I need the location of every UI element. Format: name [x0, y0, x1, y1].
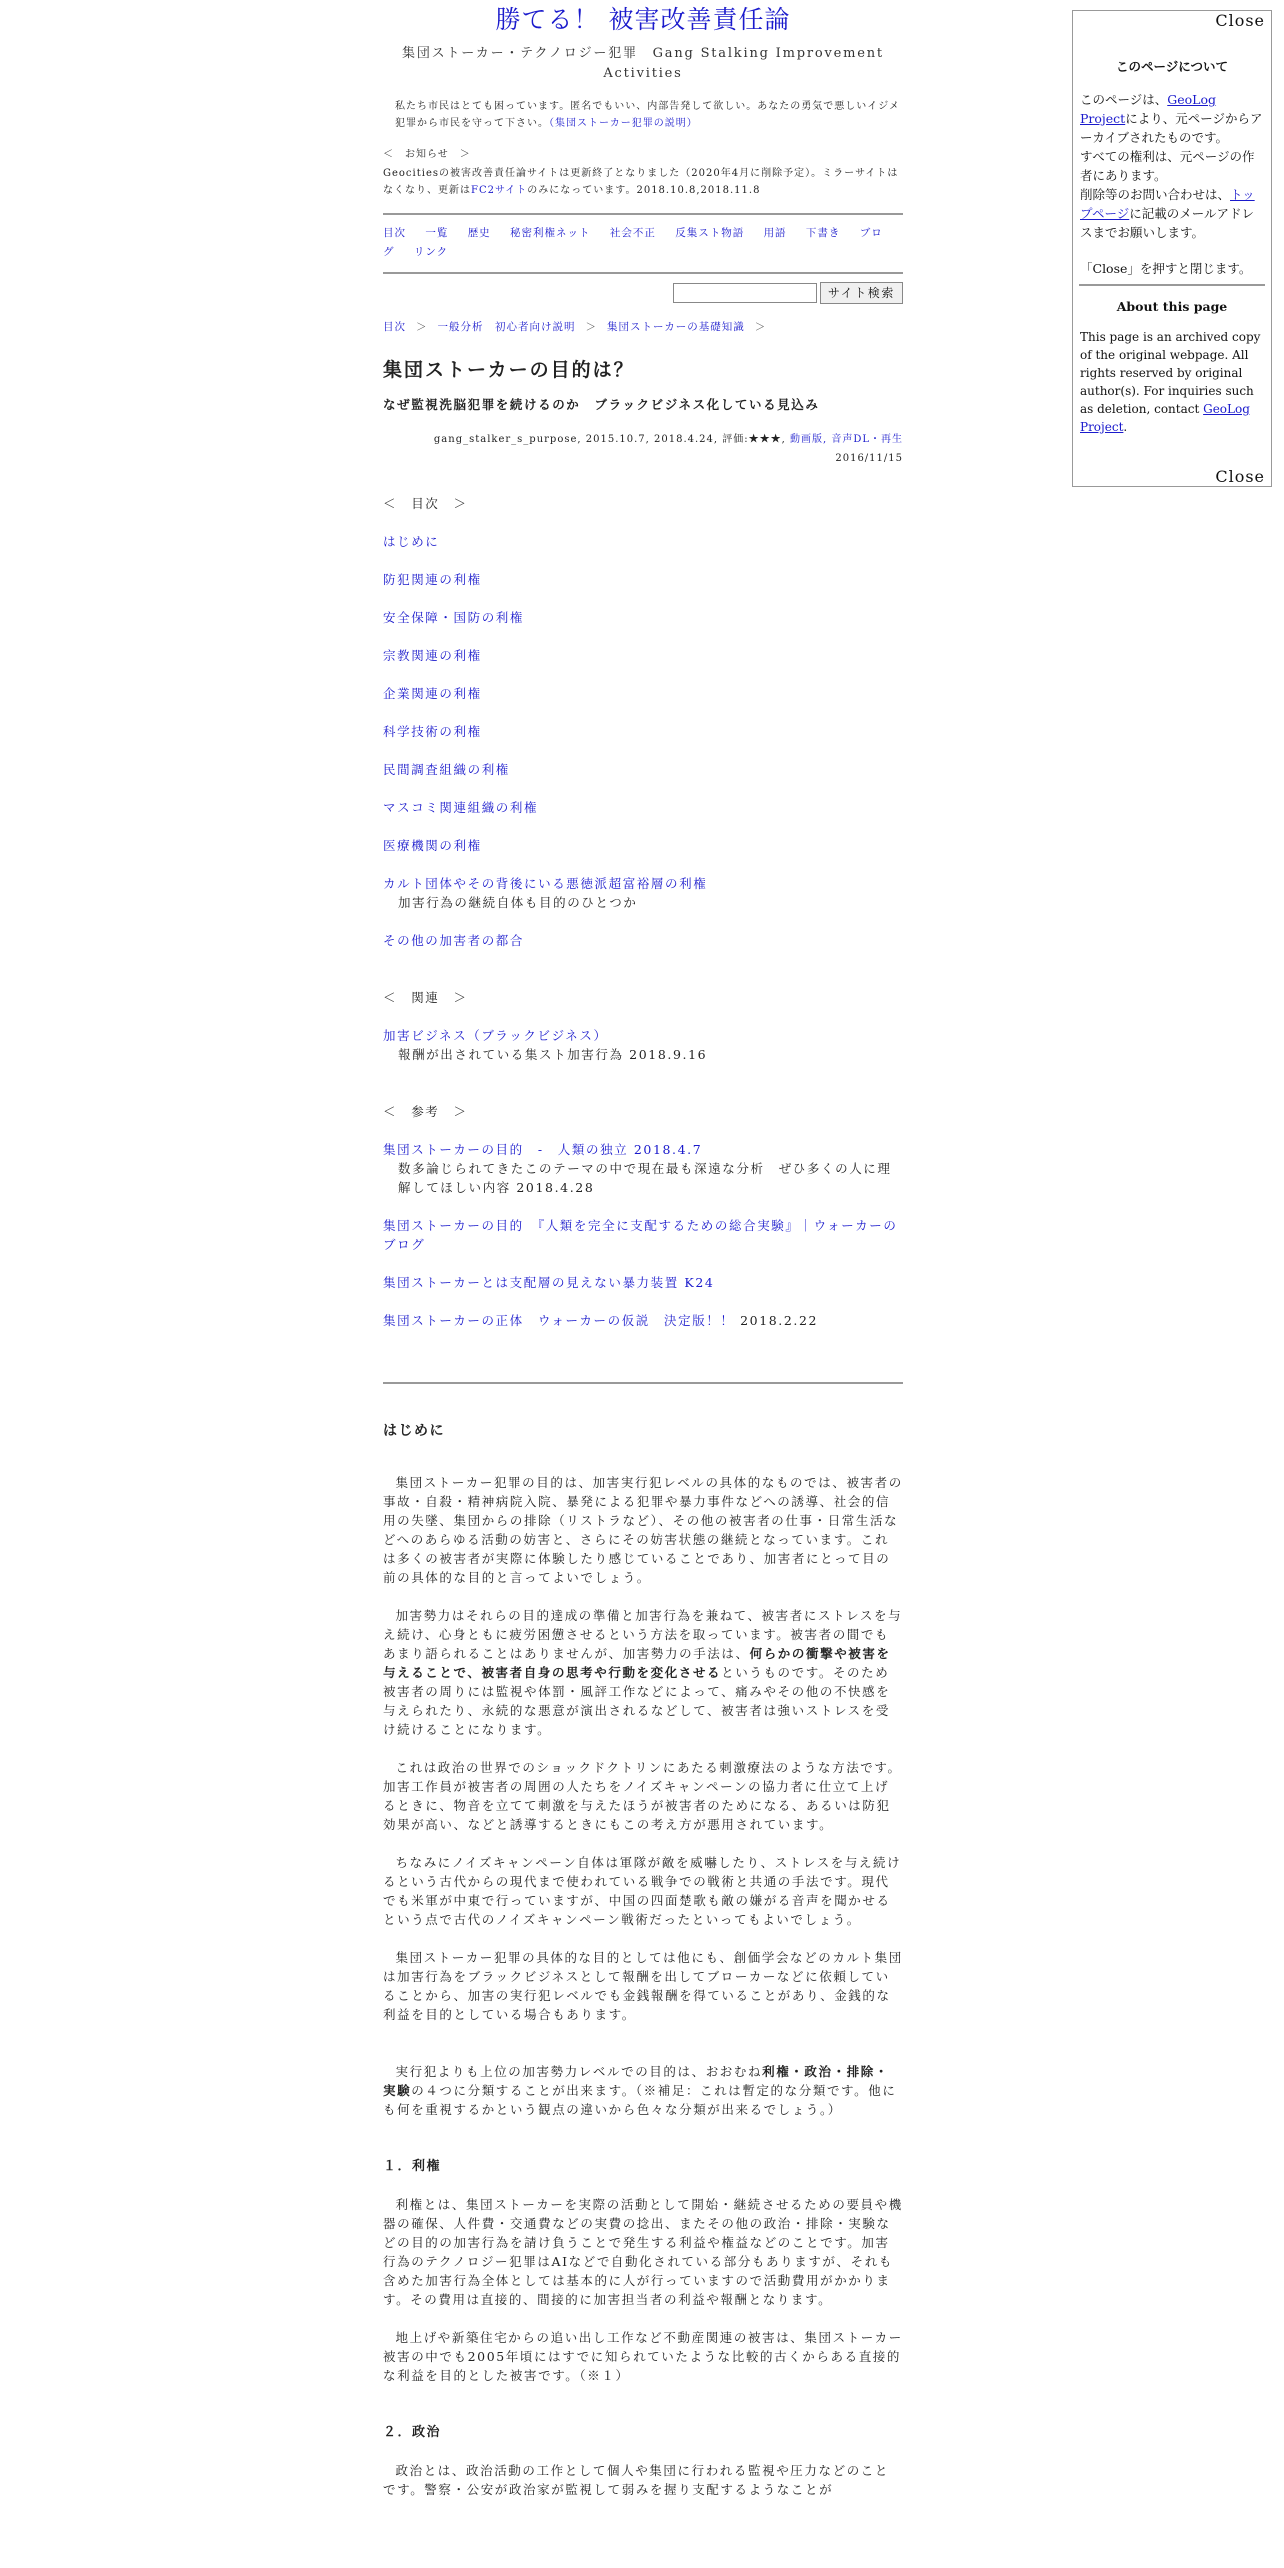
refs-heading: ＜ 参考 ＞: [383, 1104, 468, 1119]
toc-item: [383, 931, 903, 950]
intro-body: 私たち市民はとても困っています。匿名でもいい、内部告発して欲しい。あなたの勇気で悪しいイジメ犯罪から市民を守って下さい。: [395, 101, 900, 129]
nav-link-social-injustice[interactable]: 社会不正: [609, 227, 656, 239]
geolog-link-en[interactable]: GeoLog Project: [1080, 402, 1250, 434]
toc-link[interactable]: カルト団体やその背後にいる悪徳派超富裕層の利権: [383, 876, 708, 891]
heading-politics: ２．政治: [383, 2425, 442, 2440]
paragraph: 利権とは、集団ストーカーを実際の活動として開始・継続させるための要員や機器の確保、人件費・交通費などの実費の捻出、またその他の政治・排除・実験などの目的の加害行為を請け負うことで発生する利益や権益などのことです。加害行為のテクノロジー犯罪はAIなどで自動化されている部分もありますが、それも含めた加害行為全体としては基本的に人が行っていますので活動費用がかかります。その費用は直接的、間接的に加害担当者の利益や報酬となります。: [383, 2197, 903, 2307]
meta-text: gang_stalker_s_purpose, 2015.10.7, 2018.4.24, 評価:★★★,: [433, 434, 786, 445]
paragraph: 地上げや新築住宅からの追い出し工作など不動産関連の被害は、集団ストーカー被害の中でも2005年頃にはすでに知られていたような比較的古くからある直接的な利益を目的とした被害です。（※１）: [383, 2330, 903, 2383]
toc-link[interactable]: 安全保障・国防の利権: [383, 610, 525, 625]
paragraph: 実行犯よりも上位の加害勢力レベルでの目的は、おおむね利権・政治・排除・実験の４つに分類することが出来ます。（※補足：これは暫定的な分類です。他にも何を重視するかという観点の違いから色々な分類が出来るでしょう。）: [383, 2064, 897, 2117]
toc-item: [383, 532, 903, 551]
site-title[interactable]: 勝てる！ 被害改善責任論: [495, 5, 791, 34]
related-note: 報酬が出されている集スト加害行為 2018.9.16: [398, 1047, 708, 1062]
meta-media-link[interactable]: 動画版, 音声DL・再生: [789, 434, 903, 445]
toc-list: [383, 532, 903, 950]
toc-link[interactable]: 企業関連の利権: [383, 686, 482, 701]
meta-date: 2016/11/15: [835, 453, 903, 464]
breadcrumb-sep: ＞: [416, 321, 428, 333]
top-page-link[interactable]: トップページ: [1080, 187, 1255, 221]
close-button-bottom[interactable]: Close: [1215, 467, 1265, 486]
geolog-link[interactable]: GeoLog Project: [1080, 92, 1217, 126]
toc-link[interactable]: 医療機関の利権: [383, 838, 482, 853]
intro-link[interactable]: （集団ストーカー犯罪の説明）: [549, 118, 698, 129]
toc-item: [383, 874, 903, 912]
nav-link-contents[interactable]: 目次: [383, 227, 406, 239]
nav-link-blog[interactable]: ブログ: [383, 227, 883, 258]
paragraph: ちなみにノイズキャンペーン自体は軍隊が敵を威嚇したり、ストレスを与え続けるという古代からの現代まで使われている戦争での戦術と共通の手法です。現代でも米軍が中東で行っていますが、中国の四面楚歌も敵の嫌がる音声を聞かせるという点で古代のノイズキャンペーン戦術だったといってもよいでしょう。: [383, 1855, 902, 1927]
toc-link[interactable]: 科学技術の利権: [383, 724, 482, 739]
heading-intro: はじめに: [383, 1423, 445, 1439]
toc-link[interactable]: 防犯関連の利権: [383, 572, 482, 587]
panel-divider: [1079, 284, 1265, 286]
paragraph: 集団ストーカー犯罪の目的は、加害実行犯レベルの具体的なものでは、被害者の事故・自殺・精神病院入院、暴発による犯罪や暴力事件などへの誘導、社会的信用の失墜、集団からの排除（リストラなど）、その他の被害者の仕事・日常生活などへのあらゆる活動の妨害と、さらにその妨害状態の継続となっています。これは多くの被害者が実際に体験したり感じていることであり、加害者にとって目の前の具体的な目的と言ってよいでしょう。: [383, 1475, 903, 1585]
related-link[interactable]: 加害ビジネス（ブラックビジネス）: [383, 1028, 608, 1043]
toc-note: 加害行為の継続自体も目的のひとつか: [398, 895, 638, 910]
toc-link[interactable]: 民間調査組織の利権: [383, 762, 510, 777]
nav-link-list[interactable]: 一覧: [425, 227, 449, 239]
site-search-button[interactable]: サイト検索: [820, 282, 903, 304]
notice-part-b: のみになっています。2018.10.8,2018.11.8: [527, 185, 761, 196]
ref-link-2[interactable]: 集団ストーカーの目的 『人類を完全に支配するための総合実験』｜ウォーカーのブログ: [383, 1218, 898, 1252]
search-row: [383, 282, 903, 306]
toc-heading: ＜ 目次 ＞: [383, 496, 468, 511]
toc-item: [383, 646, 903, 665]
toc-item: [383, 570, 903, 589]
nav-link-secret-network[interactable]: 秘密利権ネット: [510, 227, 591, 239]
breadcrumb-contents[interactable]: 目次: [383, 321, 406, 333]
nav-bar: [383, 213, 903, 274]
notice-part-a: Geocitiesの被害改善責任論サイトは更新終了となりました（2020年4月に削除予定）。ミラーサイトはなくなり、更新は: [383, 168, 899, 196]
paragraph: これは政治の世界でのショックドクトリンにあたる刺激療法のような方法です。加害工作員が被害者の周囲の人たちをノイズキャンペーンの協力者に仕立て上げるときに、物音を立てて刺激を与えたほうが被害者のためになる、あるいは防犯効果が高い、などと誘導するときにもこの考え方が悪用されています。: [383, 1760, 902, 1832]
toc-link[interactable]: マスコミ関連組織の利権: [383, 800, 539, 815]
section-divider: [383, 1382, 903, 1384]
ref-link-3[interactable]: 集団ストーカーとは支配層の見えない暴力装置 K24: [383, 1275, 715, 1290]
panel-close-hint: 「Close」を押すと閉じます。: [1080, 261, 1252, 276]
nav-link-drafts[interactable]: 下書き: [805, 227, 841, 239]
archive-info-panel: [1072, 10, 1272, 487]
breadcrumb: [383, 318, 903, 337]
toc-item: [383, 608, 903, 627]
notice-fc2-link[interactable]: FC2サイト: [471, 185, 528, 196]
toc-item: [383, 836, 903, 855]
intro-text: [383, 98, 903, 132]
nav-link-history[interactable]: 歴史: [467, 227, 491, 239]
panel-title-en: About this page: [1116, 299, 1228, 314]
toc-item: [383, 684, 903, 703]
nav-links: [383, 215, 903, 272]
toc-item: [383, 798, 903, 817]
page-title: 集団ストーカーの目的は？: [383, 359, 635, 381]
close-button-top[interactable]: Close: [1215, 11, 1265, 30]
search-input[interactable]: [673, 283, 817, 303]
page-subtitle: なぜ監視洗脳犯罪を続けるのか ブラックビジネス化している見込み: [383, 397, 820, 412]
panel-body-en: This page is an archived copy of the original webpage. All rights reserved by original author(s). For inquiries such as deletion, contact GeoLog Project.: [1080, 330, 1261, 434]
notice-text: [383, 165, 903, 199]
nav-link-links[interactable]: リンク: [413, 246, 449, 258]
panel-title-ja: このページについて: [1115, 59, 1228, 74]
breadcrumb-general[interactable]: 一般分析 初心者向け説明: [437, 321, 576, 333]
ref-note-1: 数多論じられてきたこのテーマの中で現在最も深遠な分析 ぜひ多くの人に理解してほしい内容 2018.4.28: [398, 1161, 892, 1195]
nav-divider-bottom: [383, 272, 903, 274]
breadcrumb-basics[interactable]: 集団ストーカーの基礎知識: [607, 321, 745, 333]
heading-rights: １．利権: [383, 2159, 442, 2174]
breadcrumb-sep: ＞: [754, 321, 767, 333]
site-subtitle: 集団ストーカー・テクノロジー犯罪 Gang Stalking Improvement Activities: [402, 46, 884, 81]
toc-link[interactable]: その他の加害者の都合: [383, 933, 525, 948]
panel-body-ja: このページは、GeoLog Projectにより、元ページからアーカイブされたものです。 すべての権利は、元ページの作者にあります。 削除等のお問い合わせは、トップページに記載のメールアドレスまでお願いします。 「Close」を押すと閉じます。: [1080, 92, 1263, 276]
ref-link-1[interactable]: 集団ストーカーの目的 - 人類の独立 2018.4.7: [383, 1142, 703, 1157]
article-meta: [383, 430, 903, 468]
nav-link-glossary[interactable]: 用語: [763, 227, 787, 239]
ref-link-4[interactable]: 集団ストーカーの正体 ウォーカーの仮説 決定版！！: [383, 1313, 735, 1328]
paragraph: 集団ストーカー犯罪の具体的な目的としては他にも、創価学会などのカルト集団は加害行為をブラックビジネスとして報酬を出してブローカーなどに依頼していることから、加害の実行犯レベルでも金銭報酬を得ていることがあり、金銭的な利益を目的としている場合もあります。: [383, 1950, 903, 2022]
ref-date-4: 2018.2.22: [740, 1313, 819, 1328]
toc-link[interactable]: 宗教関連の利権: [383, 648, 482, 663]
paragraph: 政治とは、政治活動の工作として個人や集団に行われる監視や圧力などのことです。警察・公安が政治家が監視して弱みを握り支配するようなことが: [383, 2463, 890, 2497]
notice-heading: ＜ お知らせ ＞: [383, 149, 471, 160]
main-column: [383, 0, 903, 2499]
toc-link[interactable]: はじめに: [383, 534, 440, 549]
nav-link-story[interactable]: 反集スト物語: [675, 227, 745, 239]
toc-item: [383, 760, 903, 779]
toc-item: [383, 722, 903, 741]
related-heading: ＜ 関連 ＞: [383, 990, 468, 1005]
breadcrumb-sep: ＞: [585, 321, 597, 333]
paragraph: 加害勢力はそれらの目的達成の準備と加害行為を兼ねて、被害者にストレスを与え続け、心身ともに疲労困憊させるという方法を取っています。被害者の間でもあまり語られることはありませんが、加害勢力の手法は、何らかの衝撃や被害を与えることで、被害者自身の思考や行動を変化させるというものです。そのため被害者の周りには監視や体罰・風評工作などによって、痛みやその他の不快感を与えられたり、永続的な悪意が演出されるなどして、被害者は強いストレスを受け続けることになります。: [383, 1608, 903, 1737]
